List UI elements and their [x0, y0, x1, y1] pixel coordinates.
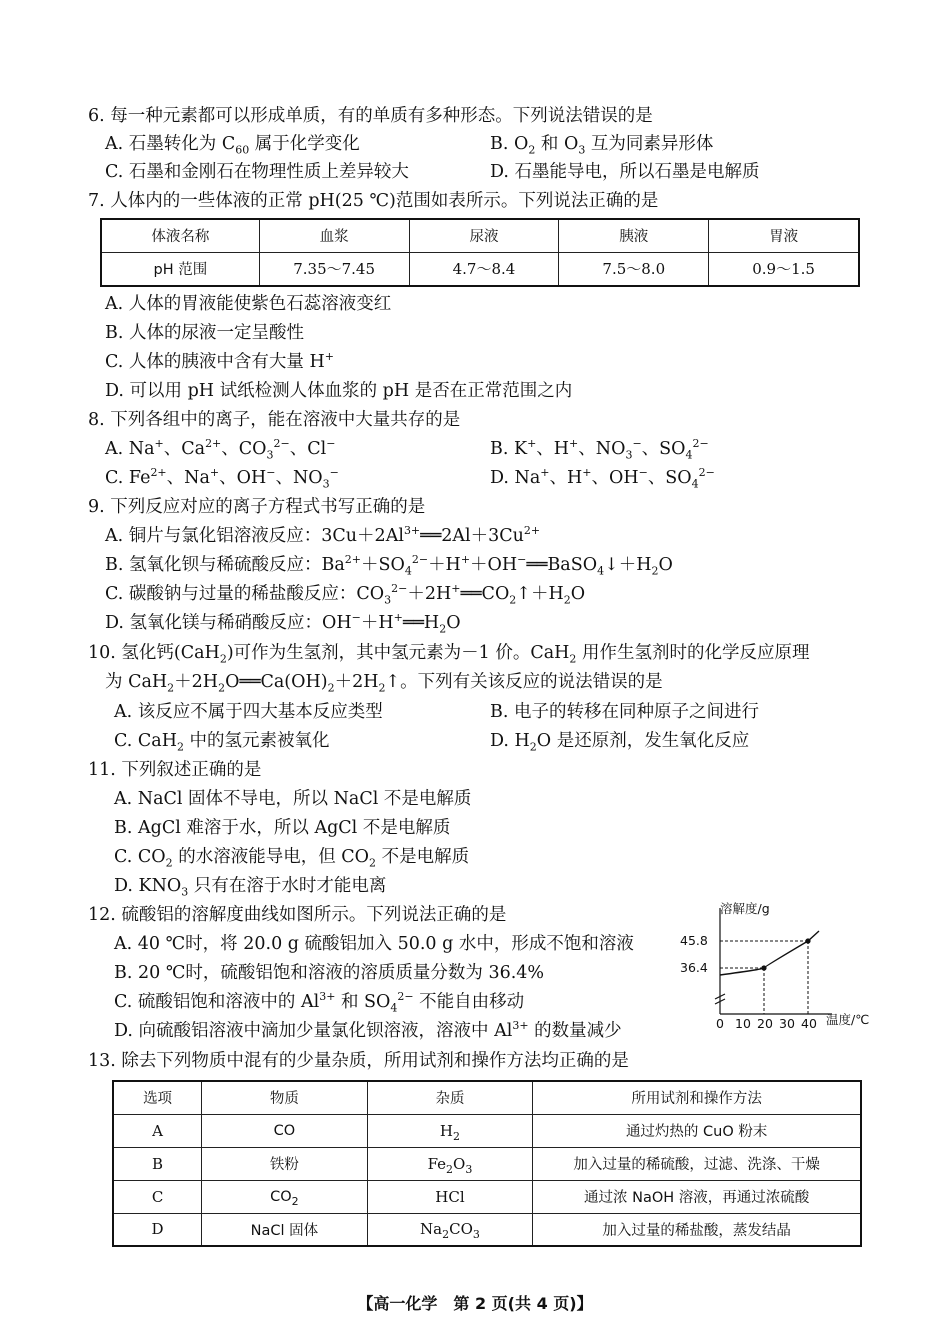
table-cell: D	[113, 1213, 202, 1246]
q6-option-b: B. $O_2$ 和 $O_3$ 互为同素异形体	[490, 134, 714, 157]
table-row	[113, 1180, 861, 1213]
table-cell	[367, 1147, 533, 1180]
q11-stem: 11. 下列叙述正确的是	[88, 760, 262, 780]
table-row	[113, 1114, 861, 1147]
y-tick-label: 36.4	[680, 960, 708, 975]
formula-part: Na	[420, 1220, 443, 1239]
subscript: 2	[446, 1162, 454, 1176]
q8-option-d: D. Na+、H+、OH−、$SO_4^{2-}$	[490, 466, 715, 491]
subscript: 2	[453, 1129, 461, 1143]
solubility-chart	[680, 898, 888, 1031]
x-tick-label: 30	[779, 1016, 795, 1031]
q10-option-b: B. 电子的转移在同种原子之间进行	[490, 702, 759, 722]
q11-option-d: D. $KNO_3$ 只有在溶于水时才能电离	[114, 876, 387, 899]
table-cell: C	[113, 1180, 202, 1213]
q10-stem-line2: 为 $CaH_2+2H_2O══Ca(OH)_2+2H_2↑$。下列有关该反应的说法错误的是	[105, 672, 663, 695]
solubility-curve	[720, 931, 819, 975]
table-cell: 通过灼热的 CuO 粉末	[533, 1114, 861, 1147]
table-header: 选项	[113, 1081, 202, 1114]
q12-stem: 12. 硫酸铝的溶解度曲线如图所示。下列说法正确的是	[88, 905, 507, 925]
q9-option-c: C. 碳酸钠与过量的稀盐酸反应：$CO_3^{2-}+2H^+══CO_2↑+H_2O$	[105, 582, 586, 607]
q8-option-c: C. $Fe^{2+}$、Na+、OH−、$NO_3^-$	[105, 466, 339, 491]
table-cell: pH 范围	[101, 252, 259, 286]
q7-option-a: A. 人体的胃液能使紫色石蕊溶液变红	[105, 294, 392, 314]
table-row	[113, 1147, 861, 1180]
q7-option-c: C. 人体的胰液中含有大量 H+	[105, 350, 334, 372]
formula-part: O	[453, 1154, 466, 1173]
q10-stem-line1: 10. 氢化钙(CaH$_2$)可作为生氢剂，其中氢元素为－1 价。CaH$_2$ 用作生氢剂时的化学反应原理	[88, 643, 810, 666]
x-tick-label: 10	[735, 1016, 751, 1031]
table-cell: 通过浓 NaOH 溶液，再通过浓硫酸	[533, 1180, 861, 1213]
q13-table	[112, 1080, 862, 1247]
q9-stem: 9. 下列反应对应的离子方程式书写正确的是	[88, 497, 426, 517]
q6-stem: 6. 每一种元素都可以形成单质，有的单质有多种形态。下列说法错误的是	[88, 106, 653, 126]
chart-xlabel: 温度/℃	[826, 1012, 870, 1027]
subscript: 2	[291, 1194, 299, 1208]
q13-stem: 13. 除去下列物质中混有的少量杂质，所用试剂和操作方法均正确的是	[88, 1051, 629, 1071]
q6-option-a: A. 石墨转化为 $C_{60}$ 属于化学变化	[105, 134, 360, 157]
q9-option-d: D. 氢氧化镁与稀硝酸反应：$OH^-+H^+══H_2O$	[105, 611, 461, 636]
subscript: 2	[442, 1228, 450, 1242]
x-tick-label: 40	[801, 1016, 817, 1031]
data-point	[761, 965, 766, 970]
x-tick-label: 20	[757, 1016, 773, 1031]
q6-option-d: D. 石墨能导电，所以石墨是电解质	[490, 162, 760, 182]
q8-stem: 8. 下列各组中的离子，能在溶液中大量共存的是	[88, 410, 461, 430]
table-header: 尿液	[409, 219, 559, 252]
formula-part: HCl	[435, 1187, 465, 1206]
table-header: 物质	[202, 1081, 367, 1114]
table-header: 杂质	[367, 1081, 533, 1114]
q10-option-d: D. $H_2O$ 是还原剂，发生氧化反应	[490, 731, 750, 754]
table-cell: 加入过量的稀盐酸，蒸发结晶	[533, 1213, 861, 1246]
table-header: 体液名称	[101, 219, 259, 252]
q7-option-d: D. 可以用 pH 试纸检测人体血浆的 pH 是否在正常范围之内	[105, 381, 573, 401]
q12-option-d: D. 向硫酸铝溶液中滴加少量氯化钡溶液，溶液中 $Al^{3+}$ 的数量减少	[114, 1019, 622, 1041]
formula-part: Fe	[427, 1154, 447, 1173]
table-header: 血浆	[259, 219, 409, 252]
table-cell: A	[113, 1114, 202, 1147]
subscript: 3	[472, 1228, 480, 1242]
table-cell: 加入过量的稀硫酸，过滤、洗涤、干燥	[533, 1147, 861, 1180]
table-cell: 7.35～7.45	[259, 252, 409, 286]
q9-option-a: A. 铜片与氯化铝溶液反应：$3Cu+2Al^{3+}══2Al+3Cu^{2+}$	[105, 524, 541, 546]
q8-option-b: B. K+、H+、$NO_3^-$、$SO_4^{2-}$	[490, 437, 709, 462]
formula-part: CO	[270, 1188, 292, 1205]
formula-part: CO	[449, 1220, 473, 1239]
table-row	[113, 1213, 861, 1246]
x-tick-label: 0	[716, 1016, 724, 1031]
q12-option-a: A. 40 ℃时，将 20.0 g 硫酸铝加入 50.0 g 水中，形成不饱和溶液	[114, 934, 634, 954]
q10-option-c: C. CaH$_2$ 中的氢元素被氧化	[114, 731, 330, 754]
q7-ph-table	[100, 218, 860, 287]
formula-part: H	[439, 1121, 454, 1140]
table-cell	[367, 1180, 533, 1213]
q8-option-a: A. Na+、$Ca^{2+}$、$CO_3^{2-}$、Cl−	[105, 437, 336, 462]
formula-part: NaCl 固体	[250, 1222, 319, 1239]
table-header: 胰液	[559, 219, 709, 252]
table-cell	[202, 1213, 367, 1246]
page-footer: 【高一化学 第 2 页(共 4 页)】	[357, 1294, 593, 1313]
q9-option-b: B. 氢氧化钡与稀硫酸反应：$Ba^{2+}+SO_4^{2-}+H^++OH^-══BaSO_4↓+H_2O$	[105, 553, 673, 578]
formula-part: CO	[273, 1122, 296, 1139]
q7-stem: 7. 人体内的一些体液的正常 pH(25 ℃)范围如表所示。下列说法正确的是	[88, 191, 659, 211]
q6-option-c: C. 石墨和金刚石在物理性质上差异较大	[105, 162, 409, 182]
y-tick-label: 45.8	[680, 933, 708, 948]
table-cell: 0.9～1.5	[709, 252, 859, 286]
table-header: 胃液	[709, 219, 859, 252]
table-cell	[202, 1180, 367, 1213]
table-cell	[367, 1114, 533, 1147]
table-cell: 7.5～8.0	[559, 252, 709, 286]
q10-option-a: A. 该反应不属于四大基本反应类型	[114, 702, 383, 722]
subscript: 3	[465, 1162, 473, 1176]
table-cell	[202, 1147, 367, 1180]
table-header: 所用试剂和操作方法	[533, 1081, 861, 1114]
q11-option-b: B. AgCl 难溶于水，所以 AgCl 不是电解质	[114, 818, 451, 838]
table-cell	[202, 1114, 367, 1147]
formula-part: 铁粉	[269, 1157, 299, 1173]
table-cell: 4.7～8.4	[409, 252, 559, 286]
data-point	[805, 938, 810, 943]
chart-ylabel: 溶解度/g	[720, 901, 770, 916]
table-cell	[367, 1213, 533, 1246]
q12-option-b: B. 20 ℃时，硫酸铝饱和溶液的溶质质量分数为 36.4%	[114, 963, 545, 983]
q11-option-a: A. NaCl 固体不导电，所以 NaCl 不是电解质	[114, 789, 472, 809]
q11-option-c: C. $CO_2$ 的水溶液能导电，但 $CO_2$ 不是电解质	[114, 847, 470, 870]
table-cell: B	[113, 1147, 202, 1180]
q7-option-b: B. 人体的尿液一定呈酸性	[105, 323, 304, 343]
q12-option-c: C. 硫酸铝饱和溶液中的 $Al^{3+}$ 和 $SO_4^{2-}$ 不能自由移动	[114, 990, 525, 1015]
